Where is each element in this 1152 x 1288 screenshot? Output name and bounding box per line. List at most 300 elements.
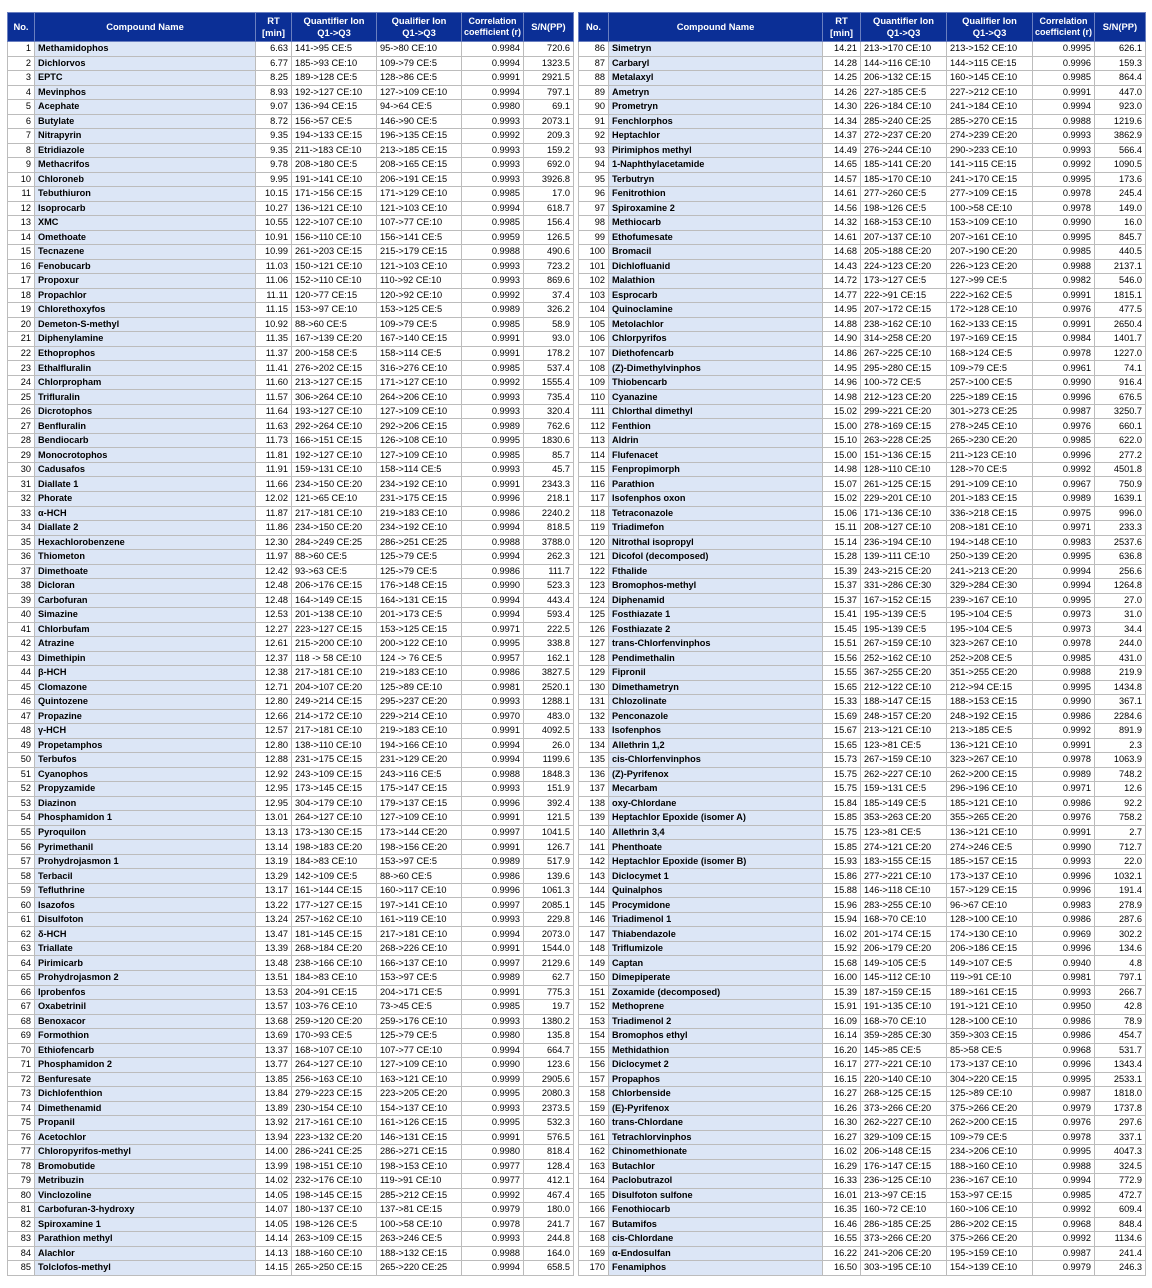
quantifier-ion: 88->60 CE:5 (292, 550, 377, 565)
signal-to-noise: 93.0 (524, 332, 574, 347)
correlation-coefficient: 0.9993 (1033, 985, 1095, 1000)
row-number: 100 (579, 245, 609, 260)
row-number: 75 (8, 1116, 35, 1131)
retention-time: 15.11 (823, 521, 861, 536)
retention-time: 11.06 (256, 274, 292, 289)
signal-to-noise: 338.8 (524, 637, 574, 652)
compound-name: Phosphamidon 1 (35, 811, 256, 826)
compound-name: Propaphos (609, 1072, 823, 1087)
row-number: 128 (579, 651, 609, 666)
row-number: 28 (8, 433, 35, 448)
table-row (579, 608, 1146, 623)
retention-time: 15.07 (823, 477, 861, 492)
col-header-rt (823, 13, 861, 42)
signal-to-noise: 845.7 (1095, 230, 1146, 245)
correlation-coefficient: 0.9981 (1033, 971, 1095, 986)
signal-to-noise: 864.4 (1095, 71, 1146, 86)
row-number: 76 (8, 1130, 35, 1145)
signal-to-noise: 1555.4 (524, 375, 574, 390)
signal-to-noise: 2905.6 (524, 1072, 574, 1087)
compound-name: Propetamphos (35, 738, 256, 753)
compound-name: Triflumizole (609, 941, 823, 956)
compound-name: Metalaxyl (609, 71, 823, 86)
row-number: 116 (579, 477, 609, 492)
signal-to-noise: 367.1 (1095, 695, 1146, 710)
quantifier-ion: 194->133 CE:15 (292, 129, 377, 144)
qualifier-ion: 329->284 CE:30 (947, 579, 1033, 594)
signal-to-noise: 326.2 (524, 303, 574, 318)
retention-time: 12.53 (256, 608, 292, 623)
correlation-coefficient: 0.9993 (1033, 129, 1095, 144)
row-number: 141 (579, 840, 609, 855)
col-header-rt-line1: RT (835, 15, 848, 27)
correlation-coefficient: 0.9995 (462, 433, 524, 448)
row-number: 22 (8, 346, 35, 361)
table-row (8, 100, 574, 115)
table-row (8, 593, 574, 608)
row-number: 33 (8, 506, 35, 521)
quantifier-ion: 185->93 CE:10 (292, 56, 377, 71)
quantifier-ion: 373->266 CE:20 (861, 1232, 947, 1247)
signal-to-noise: 78.9 (1095, 1014, 1146, 1029)
compound-name: oxy-Chlordane (609, 796, 823, 811)
table-row (8, 1246, 574, 1261)
quantifier-ion: 306->264 CE:10 (292, 390, 377, 405)
retention-time: 12.66 (256, 709, 292, 724)
qualifier-ion: 153->97 CE:5 (377, 854, 462, 869)
correlation-coefficient: 0.9996 (1033, 390, 1095, 405)
signal-to-noise: 775.3 (524, 985, 574, 1000)
quantifier-ion: 234->150 CE:20 (292, 477, 377, 492)
correlation-coefficient: 0.9995 (1033, 593, 1095, 608)
qualifier-ion: 219->183 CE:10 (377, 724, 462, 739)
signal-to-noise: 324.5 (1095, 1159, 1146, 1174)
retention-time: 9.78 (256, 158, 292, 173)
quantifier-ion: 161->144 CE:15 (292, 883, 377, 898)
quantifier-ion: 279->223 CE:15 (292, 1087, 377, 1102)
row-number: 103 (579, 288, 609, 303)
qualifier-ion: 157->129 CE:15 (947, 883, 1033, 898)
row-number: 65 (8, 971, 35, 986)
signal-to-noise: 2520.1 (524, 680, 574, 695)
signal-to-noise: 262.3 (524, 550, 574, 565)
table-row (579, 637, 1146, 652)
table-row (8, 390, 574, 405)
compound-name: α-HCH (35, 506, 256, 521)
correlation-coefficient: 0.9996 (1033, 56, 1095, 71)
compound-name: Oxabetrinil (35, 1000, 256, 1015)
qualifier-ion: 231->175 CE:15 (377, 491, 462, 506)
signal-to-noise: 1032.1 (1095, 869, 1146, 884)
quantifier-ion: 152->110 CE:10 (292, 274, 377, 289)
signal-to-noise: 209.3 (524, 129, 574, 144)
retention-time: 14.68 (823, 245, 861, 260)
correlation-coefficient: 0.9994 (462, 85, 524, 100)
row-number: 85 (8, 1261, 35, 1276)
qualifier-ion: 206->186 CE:15 (947, 941, 1033, 956)
compound-name: Diethofencarb (609, 346, 823, 361)
compound-name: Dichlorvos (35, 56, 256, 71)
quantifier-ion: 201->174 CE:15 (861, 927, 947, 942)
compound-name: cis-Chlordane (609, 1232, 823, 1247)
qualifier-ion: 88->60 CE:5 (377, 869, 462, 884)
compound-name: Thiometon (35, 550, 256, 565)
qualifier-ion: 286->251 CE:25 (377, 535, 462, 550)
correlation-coefficient: 0.9992 (1033, 724, 1095, 739)
table-row (579, 1116, 1146, 1131)
compound-name: Ethalfluralin (35, 361, 256, 376)
qualifier-ion: 136->121 CE:10 (947, 825, 1033, 840)
row-number: 151 (579, 985, 609, 1000)
qualifier-ion: 127->109 CE:10 (377, 811, 462, 826)
quantifier-ion: 138->110 CE:10 (292, 738, 377, 753)
quantifier-ion: 373->266 CE:20 (861, 1101, 947, 1116)
correlation-coefficient: 0.9967 (1033, 477, 1095, 492)
qualifier-ion: 94->64 CE:5 (377, 100, 462, 115)
table-row (579, 448, 1146, 463)
quantifier-ion: 238->166 CE:10 (292, 956, 377, 971)
signal-to-noise: 34.4 (1095, 622, 1146, 637)
signal-to-noise: 233.3 (1095, 521, 1146, 536)
compound-name: Triadimenol 2 (609, 1014, 823, 1029)
qualifier-ion: 100->58 CE:10 (377, 1217, 462, 1232)
qualifier-ion: 158->114 CE:5 (377, 346, 462, 361)
compound-name: Propachlor (35, 288, 256, 303)
signal-to-noise: 297.6 (1095, 1116, 1146, 1131)
signal-to-noise: 320.4 (524, 404, 574, 419)
retention-time: 6.63 (256, 42, 292, 57)
signal-to-noise: 576.5 (524, 1130, 574, 1145)
compound-name: Prometryn (609, 100, 823, 115)
qualifier-ion: 200->122 CE:10 (377, 637, 462, 652)
signal-to-noise: 622.0 (1095, 433, 1146, 448)
qualifier-ion: 194->166 CE:10 (377, 738, 462, 753)
retention-time: 15.06 (823, 506, 861, 521)
retention-time: 16.01 (823, 1188, 861, 1203)
correlation-coefficient: 0.9991 (462, 477, 524, 492)
signal-to-noise: 256.6 (1095, 564, 1146, 579)
compound-name: Cyanazine (609, 390, 823, 405)
correlation-coefficient: 0.9993 (462, 158, 524, 173)
correlation-coefficient: 0.9970 (462, 709, 524, 724)
qualifier-ion: 208->165 CE:15 (377, 158, 462, 173)
col-header-correlation-line1: Correlation (468, 15, 517, 26)
row-number: 39 (8, 593, 35, 608)
signal-to-noise: 720.6 (524, 42, 574, 57)
quantifier-ion: 241->206 CE:20 (861, 1246, 947, 1261)
retention-time: 14.00 (256, 1145, 292, 1160)
signal-to-noise: 431.0 (1095, 651, 1146, 666)
quantifier-ion: 262->227 CE:10 (861, 767, 947, 782)
table-row (579, 564, 1146, 579)
retention-time: 14.95 (823, 303, 861, 318)
correlation-coefficient: 0.9993 (462, 462, 524, 477)
table-row (8, 985, 574, 1000)
qualifier-ion: 195->104 CE:5 (947, 622, 1033, 637)
row-number: 49 (8, 738, 35, 753)
row-number: 123 (579, 579, 609, 594)
correlation-coefficient: 0.9978 (1033, 1130, 1095, 1145)
quantifier-ion: 181->145 CE:15 (292, 927, 377, 942)
table-row (579, 462, 1146, 477)
retention-time: 16.35 (823, 1203, 861, 1218)
signal-to-noise: 1380.2 (524, 1014, 574, 1029)
retention-time: 14.56 (823, 201, 861, 216)
compound-name: Aldrin (609, 433, 823, 448)
quantifier-ion: 204->107 CE:20 (292, 680, 377, 695)
compound-name: Monocrotophos (35, 448, 256, 463)
retention-time: 15.00 (823, 419, 861, 434)
retention-time: 15.14 (823, 535, 861, 550)
retention-time: 11.35 (256, 332, 292, 347)
table-row (8, 114, 574, 129)
correlation-coefficient: 0.9994 (462, 56, 524, 71)
correlation-coefficient: 0.9971 (1033, 782, 1095, 797)
qualifier-ion: 257->100 CE:5 (947, 375, 1033, 390)
signal-to-noise: 891.9 (1095, 724, 1146, 739)
compound-name: Carbaryl (609, 56, 823, 71)
compound-name: Chloropyrifos-methyl (35, 1145, 256, 1160)
compound-name: Zoxamide (decomposed) (609, 985, 823, 1000)
compound-name: Diallate 2 (35, 521, 256, 536)
retention-time: 13.01 (256, 811, 292, 826)
qualifier-ion: 207->190 CE:20 (947, 245, 1033, 260)
retention-time: 12.57 (256, 724, 292, 739)
signal-to-noise: 531.7 (1095, 1043, 1146, 1058)
quantifier-ion: 331->286 CE:30 (861, 579, 947, 594)
table-row (579, 506, 1146, 521)
retention-time: 13.37 (256, 1043, 292, 1058)
correlation-coefficient: 0.9995 (1033, 1072, 1095, 1087)
signal-to-noise: 2073.1 (524, 114, 574, 129)
correlation-coefficient: 0.9991 (1033, 288, 1095, 303)
qualifier-ion: 127->109 CE:10 (377, 448, 462, 463)
qualifier-ion: 290->233 CE:10 (947, 143, 1033, 158)
qualifier-ion: 250->139 CE:20 (947, 550, 1033, 565)
quantifier-ion: 189->128 CE:5 (292, 71, 377, 86)
correlation-coefficient: 0.9969 (1033, 927, 1095, 942)
qualifier-ion: 158->114 CE:5 (377, 462, 462, 477)
signal-to-noise: 593.4 (524, 608, 574, 623)
compound-name: Iprobenfos (35, 985, 256, 1000)
signal-to-noise: 546.0 (1095, 274, 1146, 289)
quantifier-ion: 188->147 CE:15 (861, 695, 947, 710)
retention-time: 11.64 (256, 404, 292, 419)
quantifier-ion: 213->97 CE:15 (861, 1188, 947, 1203)
row-number: 138 (579, 796, 609, 811)
signal-to-noise: 537.4 (524, 361, 574, 376)
compound-name: EPTC (35, 71, 256, 86)
correlation-coefficient: 0.9988 (462, 245, 524, 260)
row-number: 108 (579, 361, 609, 376)
signal-to-noise: 626.1 (1095, 42, 1146, 57)
qualifier-ion: 222->162 CE:5 (947, 288, 1033, 303)
correlation-coefficient: 0.9991 (462, 1130, 524, 1145)
correlation-coefficient: 0.9987 (1033, 1087, 1095, 1102)
signal-to-noise: 712.7 (1095, 840, 1146, 855)
quantifier-ion: 191->135 CE:10 (861, 1000, 947, 1015)
row-number: 24 (8, 375, 35, 390)
signal-to-noise: 748.2 (1095, 767, 1146, 782)
table-row (579, 1014, 1146, 1029)
table-row (579, 361, 1146, 376)
row-number: 121 (579, 550, 609, 565)
quantifier-ion: 224->123 CE:20 (861, 259, 947, 274)
compound-name: Nitrothal isopropyl (609, 535, 823, 550)
table-row (579, 535, 1146, 550)
correlation-coefficient: 0.9993 (462, 1232, 524, 1247)
compound-name: Butamifos (609, 1217, 823, 1232)
table-row (8, 738, 574, 753)
retention-time: 12.88 (256, 753, 292, 768)
row-number: 149 (579, 956, 609, 971)
qualifier-ion: 375->266 CE:20 (947, 1101, 1033, 1116)
signal-to-noise: 735.4 (524, 390, 574, 405)
retention-time: 9.95 (256, 172, 292, 187)
quantifier-ion: 145->112 CE:10 (861, 971, 947, 986)
retention-time: 10.92 (256, 317, 292, 332)
qualifier-ion: 73->45 CE:5 (377, 1000, 462, 1015)
table-row (579, 114, 1146, 129)
table-row (579, 680, 1146, 695)
compound-name: Ethofumesate (609, 230, 823, 245)
compound-name: Propanil (35, 1116, 256, 1131)
row-number: 31 (8, 477, 35, 492)
correlation-coefficient: 0.9993 (1033, 143, 1095, 158)
retention-time: 12.95 (256, 796, 292, 811)
correlation-coefficient: 0.9978 (1033, 201, 1095, 216)
signal-to-noise: 692.0 (524, 158, 574, 173)
quantifier-ion: 123->81 CE:5 (861, 825, 947, 840)
signal-to-noise: 159.2 (524, 143, 574, 158)
table-row (8, 433, 574, 448)
row-number: 83 (8, 1232, 35, 1247)
row-number: 27 (8, 419, 35, 434)
compound-name: Metolachlor (609, 317, 823, 332)
signal-to-noise: 440.5 (1095, 245, 1146, 260)
table-row (8, 1029, 574, 1044)
compound-name: Bendiocarb (35, 433, 256, 448)
compound-name: Phenthoate (609, 840, 823, 855)
quantifier-ion: 285->240 CE:25 (861, 114, 947, 129)
signal-to-noise: 467.4 (524, 1188, 574, 1203)
qualifier-ion: 286->271 CE:15 (377, 1145, 462, 1160)
qualifier-ion: 146->90 CE:5 (377, 114, 462, 129)
table-row (579, 1232, 1146, 1247)
quantifier-ion: 295->280 CE:15 (861, 361, 947, 376)
compound-name: Tefluthrine (35, 883, 256, 898)
row-number: 125 (579, 608, 609, 623)
compound-name: Pyroquilon (35, 825, 256, 840)
quantifier-ion: 353->263 CE:20 (861, 811, 947, 826)
correlation-coefficient: 0.9988 (1033, 666, 1095, 681)
table-row (579, 956, 1146, 971)
qualifier-ion: 375->266 CE:20 (947, 1232, 1033, 1247)
correlation-coefficient: 0.9985 (462, 1000, 524, 1015)
correlation-coefficient: 0.9986 (462, 869, 524, 884)
compound-name: Diclocymet 2 (609, 1058, 823, 1073)
table-row (8, 622, 574, 637)
signal-to-noise: 58.9 (524, 317, 574, 332)
quantifier-ion: 329->109 CE:15 (861, 1130, 947, 1145)
qualifier-ion: 119->91 CE:10 (377, 1174, 462, 1189)
table-row (8, 840, 574, 855)
qualifier-ion: 146->131 CE:15 (377, 1130, 462, 1145)
retention-time: 11.03 (256, 259, 292, 274)
signal-to-noise: 2137.1 (1095, 259, 1146, 274)
retention-time: 15.55 (823, 666, 861, 681)
qualifier-ion: 175->147 CE:15 (377, 782, 462, 797)
compound-name: Carbofuran (35, 593, 256, 608)
table-row (579, 477, 1146, 492)
table-row (8, 216, 574, 231)
signal-to-noise: 2537.6 (1095, 535, 1146, 550)
correlation-coefficient: 0.9994 (462, 608, 524, 623)
table-row (579, 158, 1146, 173)
compound-name: Dimethipin (35, 651, 256, 666)
retention-time: 14.05 (256, 1188, 292, 1203)
retention-time: 15.02 (823, 491, 861, 506)
compound-table-left (7, 12, 574, 1276)
quantifier-ion: 292->264 CE:10 (292, 419, 377, 434)
qualifier-ion: 121->103 CE:10 (377, 201, 462, 216)
correlation-coefficient: 0.9973 (1033, 622, 1095, 637)
correlation-coefficient: 0.9989 (1033, 491, 1095, 506)
signal-to-noise: 2080.3 (524, 1087, 574, 1102)
signal-to-noise: 1041.5 (524, 825, 574, 840)
retention-time: 16.14 (823, 1029, 861, 1044)
row-number: 90 (579, 100, 609, 115)
row-number: 111 (579, 404, 609, 419)
signal-to-noise: 1639.1 (1095, 491, 1146, 506)
qualifier-ion: 185->121 CE:10 (947, 796, 1033, 811)
qualifier-ion: 153->97 CE:5 (377, 971, 462, 986)
correlation-coefficient: 0.9979 (1033, 1261, 1095, 1276)
qualifier-ion: 263->246 CE:5 (377, 1232, 462, 1247)
signal-to-noise: 2921.5 (524, 71, 574, 86)
retention-time: 14.72 (823, 274, 861, 289)
correlation-coefficient: 0.9984 (462, 42, 524, 57)
table-row (8, 898, 574, 913)
table-body-left (8, 42, 574, 1276)
table-row (8, 448, 574, 463)
signal-to-noise: 17.0 (524, 187, 574, 202)
retention-time: 15.93 (823, 854, 861, 869)
row-number: 53 (8, 796, 35, 811)
row-number: 73 (8, 1087, 35, 1102)
retention-time: 15.37 (823, 593, 861, 608)
qualifier-ion: 136->121 CE:10 (947, 738, 1033, 753)
signal-to-noise: 1401.7 (1095, 332, 1146, 347)
correlation-coefficient: 0.9991 (462, 71, 524, 86)
retention-time: 16.02 (823, 1145, 861, 1160)
correlation-coefficient: 0.9978 (1033, 187, 1095, 202)
retention-time: 14.21 (823, 42, 861, 57)
qualifier-ion: 166->137 CE:10 (377, 956, 462, 971)
quantifier-ion: 88->60 CE:5 (292, 317, 377, 332)
retention-time: 12.71 (256, 680, 292, 695)
correlation-coefficient: 0.9980 (462, 1029, 524, 1044)
quantifier-ion: 227->185 CE:5 (861, 85, 947, 100)
row-number: 35 (8, 535, 35, 550)
row-number: 44 (8, 666, 35, 681)
retention-time: 14.07 (256, 1203, 292, 1218)
compound-name: Pirimiphos methyl (609, 143, 823, 158)
row-number: 50 (8, 753, 35, 768)
row-number: 162 (579, 1145, 609, 1160)
qualifier-ion: 285->212 CE:15 (377, 1188, 462, 1203)
quantifier-ion: 234->150 CE:20 (292, 521, 377, 536)
